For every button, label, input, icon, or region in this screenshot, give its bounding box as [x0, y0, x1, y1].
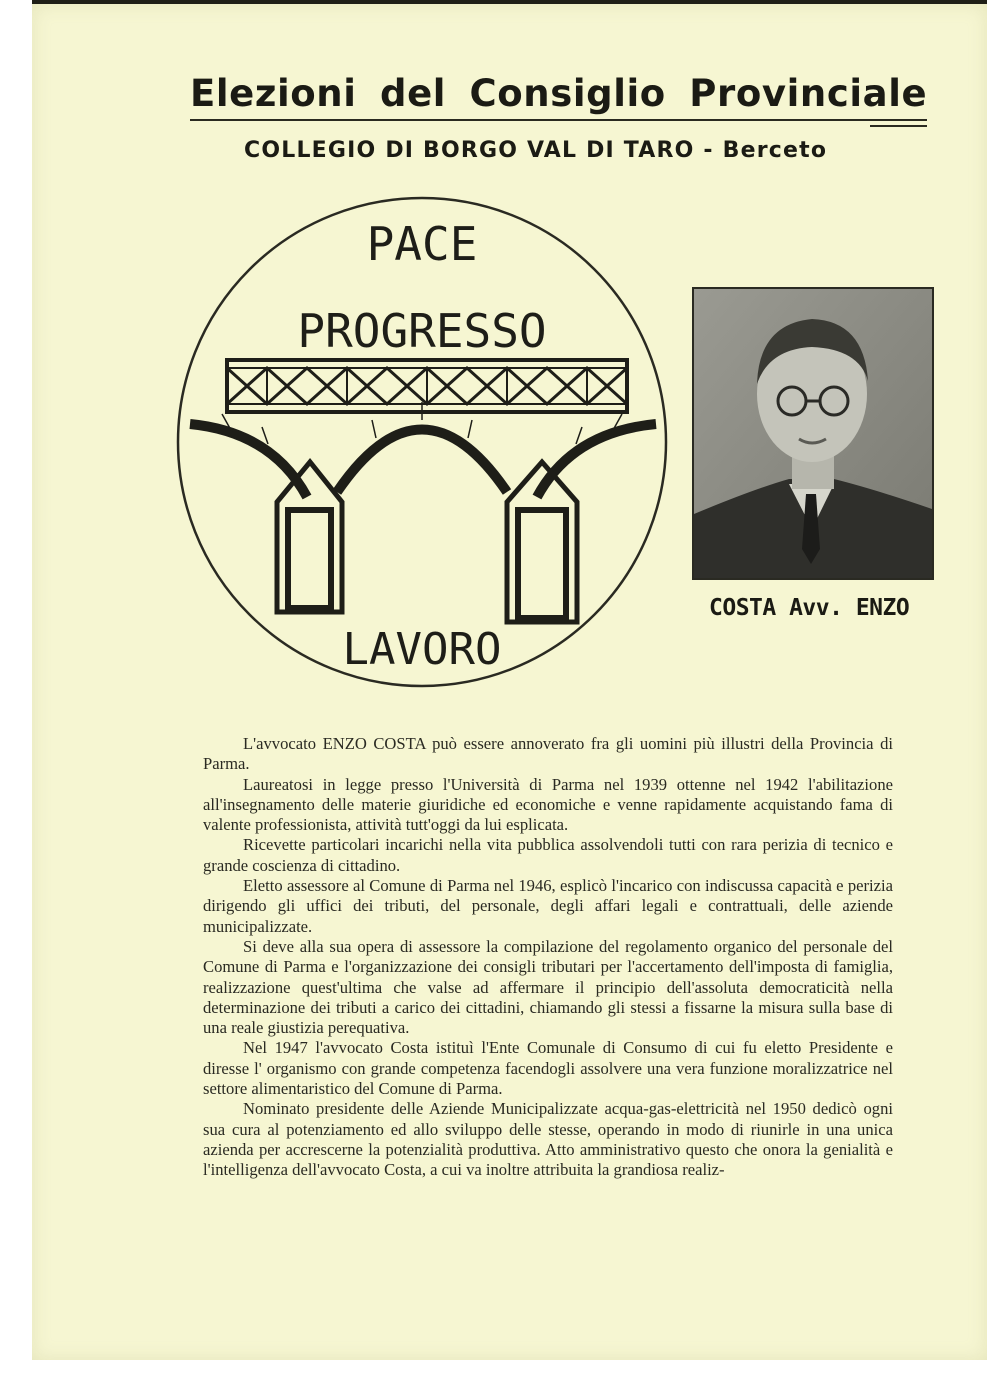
- biography-text: [203, 734, 893, 1181]
- candidate-photo: [692, 287, 934, 580]
- title-underline-short: [870, 125, 927, 127]
- paragraph: Nominato presidente delle Aziende Municipalizzate acqua-gas-elettricità nel 1950 dedicò ogni sua cura al potenziamento ed allo sviluppo delle stesse, operando in modo di riunirle in una unica azienda per accrescerne la potenzialità produttiva. Atto amministrativo questo che onora la genialità e l'intelligenza dell'avvocato Costa, a cui va inoltre attribuita la grandiosa realiz-: [203, 1099, 893, 1180]
- paragraph: L'avvocato ENZO COSTA può essere annoverato fra gli uomini più illustri della Provincia di Parma.: [203, 734, 893, 774]
- paragraph: Eletto assessore al Comune di Parma nel 1946, esplicò l'incarico con indiscussa capacità e perizia dirigendo gli uffici dei tributi, del personale, degli affari legali e contrattuali, delle aziende municipalizzate.: [203, 876, 893, 936]
- paragraph: Si deve alla sua opera di assessore la compilazione del regolamento organico del personale del Comune di Parma e l'organizzazione dei consigli tributari per l'accertamento dell'imposta di famiglia, realizzazione quest'ultima che valse ad affermare il principio dell'assoluta democraticità nella determinazione dei tributi a carico dei cittadini, chiamando gli stessi a fissarne la misura sulla base di una reale giustizia perequativa.: [203, 936, 893, 1038]
- emblem-word-pace: PACE: [366, 217, 478, 271]
- emblem-word-lavoro: LAVORO: [342, 624, 502, 675]
- emblem-word-progresso: PROGRESSO: [297, 304, 547, 358]
- bridge-icon: [190, 360, 656, 622]
- paragraph: Nel 1947 l'avvocato Costa istituì l'Ente Comunale di Consumo di cui fu eletto Presidente e diresse l' organismo con grande competenza facendogli assolvere una vera funzione moralizzatrice nel settore alimentaristico del Comune di Parma.: [203, 1038, 893, 1099]
- portrait-photo: [694, 289, 932, 578]
- candidate-name: COSTA Avv. ENZO: [709, 595, 910, 621]
- paragraph: Laureatosi in legge presso l'Università di Parma nel 1939 ottenne nel 1942 l'abilitazione all'insegnamento delle materie giuridiche ed economiche e venne rapidamente acquistando fama di valente professionista, attività tutt'oggi da lui esplicata.: [203, 774, 893, 835]
- document-subtitle: COLLEGIO DI BORGO VAL DI TARO - Berceto: [244, 138, 828, 163]
- title-underline: [190, 119, 927, 121]
- document-title: Elezioni del Consiglio Provinciale: [190, 72, 928, 115]
- paragraph: Ricevette particolari incarichi nella vita pubblica assolvendoli tutti con rara perizia di tecnico e grande coscienza di cittadino.: [203, 835, 893, 875]
- party-emblem: [172, 192, 672, 692]
